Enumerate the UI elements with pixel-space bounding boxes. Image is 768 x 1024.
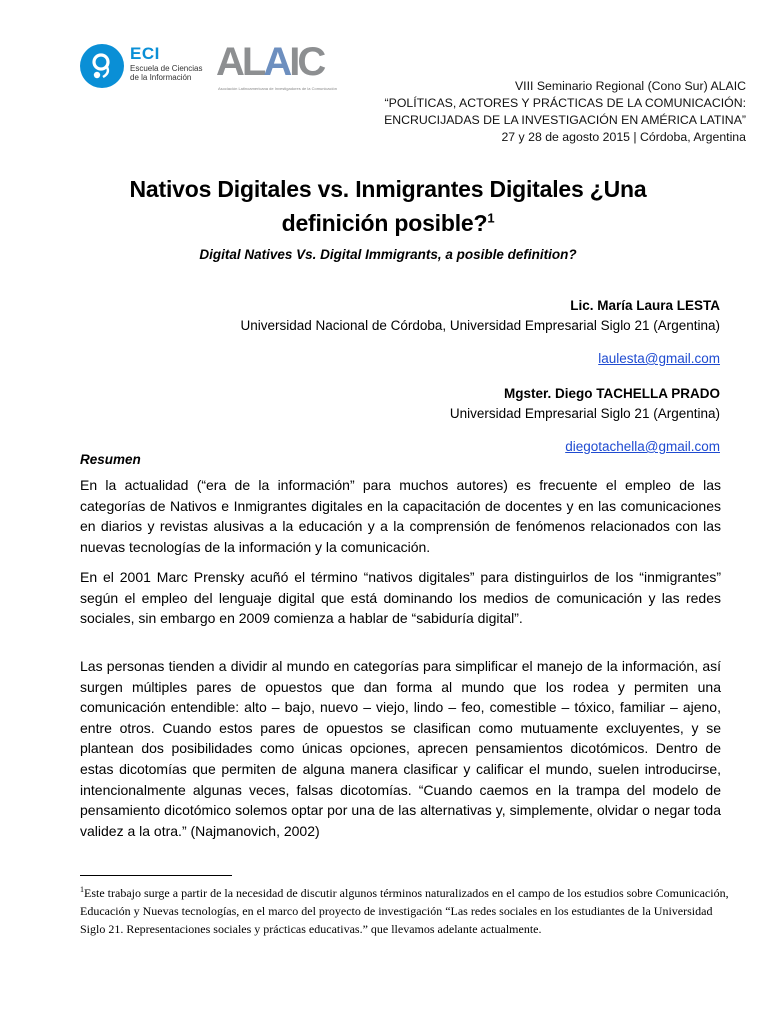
eci-logo-subtitle [130,64,215,82]
footnote-text: Este trabajo surge a partir de la necesidad de discutir algunos términos naturalizados en el campo de los estudios sobre Comunicación, Educación y Nuevas tecnologías, en el marco del proyecto de investigación “Las redes sociales en los estudiantes de la Universidad Siglo 21. Representaciones sociales y prácticas educativas.” que llevamos adelante actualmente. [80,886,729,936]
paper-subtitle: Digital Natives Vs. Digital Immigrants, a posible definition? [199,247,577,262]
footnote-marker: 1 [80,885,84,894]
seminar-header [246,78,746,146]
title-footnote-marker[interactable]: 1 [487,210,495,226]
abstract-paragraph-2: En el 2001 Marc Prensky acuñó el término “nativos digitales” para distinguirlos de los “inmigrantes” según el empleo del lenguaje digital que está dominando los medios de comunicación y las redes sociales, sin embargo en 2009 comienza a hablar de “sabiduría digital”. [80,569,721,627]
eci-logo-name: ECI [130,44,160,63]
author-name: Lic. María Laura LESTA [570,298,720,313]
eci-logo-subtitle-line2: de la Información [130,73,192,82]
seminar-header-line4: 27 y 28 de agosto 2015 | Córdoba, Argentina [501,130,746,144]
author-email-link[interactable]: diegotachella@gmail.com [565,439,720,454]
alaic-logo-part1: AL [216,40,264,84]
author-email-link[interactable]: laulesta@gmail.com [598,351,720,366]
seminar-header-line3: ENCRUCIJADAS DE LA INVESTIGACIÓN EN AMÉRICA LATINA” [384,113,746,127]
footnote [80,881,730,938]
abstract-paragraph-3: Las personas tienden a dividir al mundo en categorías para simplificar el manejo de la información, así surgen múltiples pares de opuestos que dan forma al mundo que los rodea y permiten una comunicación entendible: alto – bajo, nuevo – viejo, lindo – feo, comestible – tóxico, familiar – ajeno, entre otros. Cuando estos pares de opuestos se clasifican como mutuamente excluyentes, y se plantean dos posibilidades como únicas opciones, aprecen pensamientos dicotómicos. Dentro de estas dicotomías que permiten de alguna manera clasificar y calificar el mundo, suelen introducirse, intencionalmente algunas veces, falsas dicotomías. “Cuando caemos en la trampa del modelo de pensamiento dicotómico solemos optar por una de las alternativas y, simplemente, olvidar o negar toda validez a la otra.” (Najmanovich, 2002) [80,658,721,839]
abstract-paragraph-1: En la actualidad (“era de la información” para muchos autores) es frecuente el empleo de las categorías de Nativos e Inmigrantes digitales en la capacitación de docentes y en las comunicaciones en diarios y revistas alusivas a la educación y a la comprensión de fenómenos relacionados con las nuevas tecnologías de la información y la comunicación. [80,477,721,555]
author-block-2 [120,384,720,457]
abstract-heading: Resumen [80,452,141,467]
alaic-logo-part2: A [263,40,290,84]
alaic-logo-tagline: Asociación Latinoamericana de Investigadores de la Comunicación [218,86,337,91]
footnote-separator [80,875,232,876]
author-name: Mgster. Diego TACHELLA PRADO [503,386,720,401]
seminar-header-line2: “POLÍTICAS, ACTORES Y PRÁCTICAS DE LA COMUNICACIÓN: [384,96,746,110]
paper-title [90,172,686,240]
eci-logo [80,44,210,92]
alaic-logo-part3: IC [289,40,324,84]
author-block-1 [120,296,720,369]
eci-swirl-icon [88,50,116,82]
seminar-header-line1: VIII Seminario Regional (Cono Sur) ALAIC [514,79,746,93]
paper-title-line2-text: definición posible? [281,210,488,236]
author-affiliation: Universidad Nacional de Córdoba, Universidad Empresarial Siglo 21 (Argentina) [240,318,720,333]
eci-logo-icon [80,44,124,88]
eci-logo-subtitle-line1: Escuela de Ciencias [130,64,203,73]
paper-title-line2 [90,206,686,240]
paper-title-line1: Nativos Digitales vs. Inmigrantes Digitales ¿Una [129,176,647,202]
author-affiliation: Universidad Empresarial Siglo 21 (Argentina) [449,406,720,421]
